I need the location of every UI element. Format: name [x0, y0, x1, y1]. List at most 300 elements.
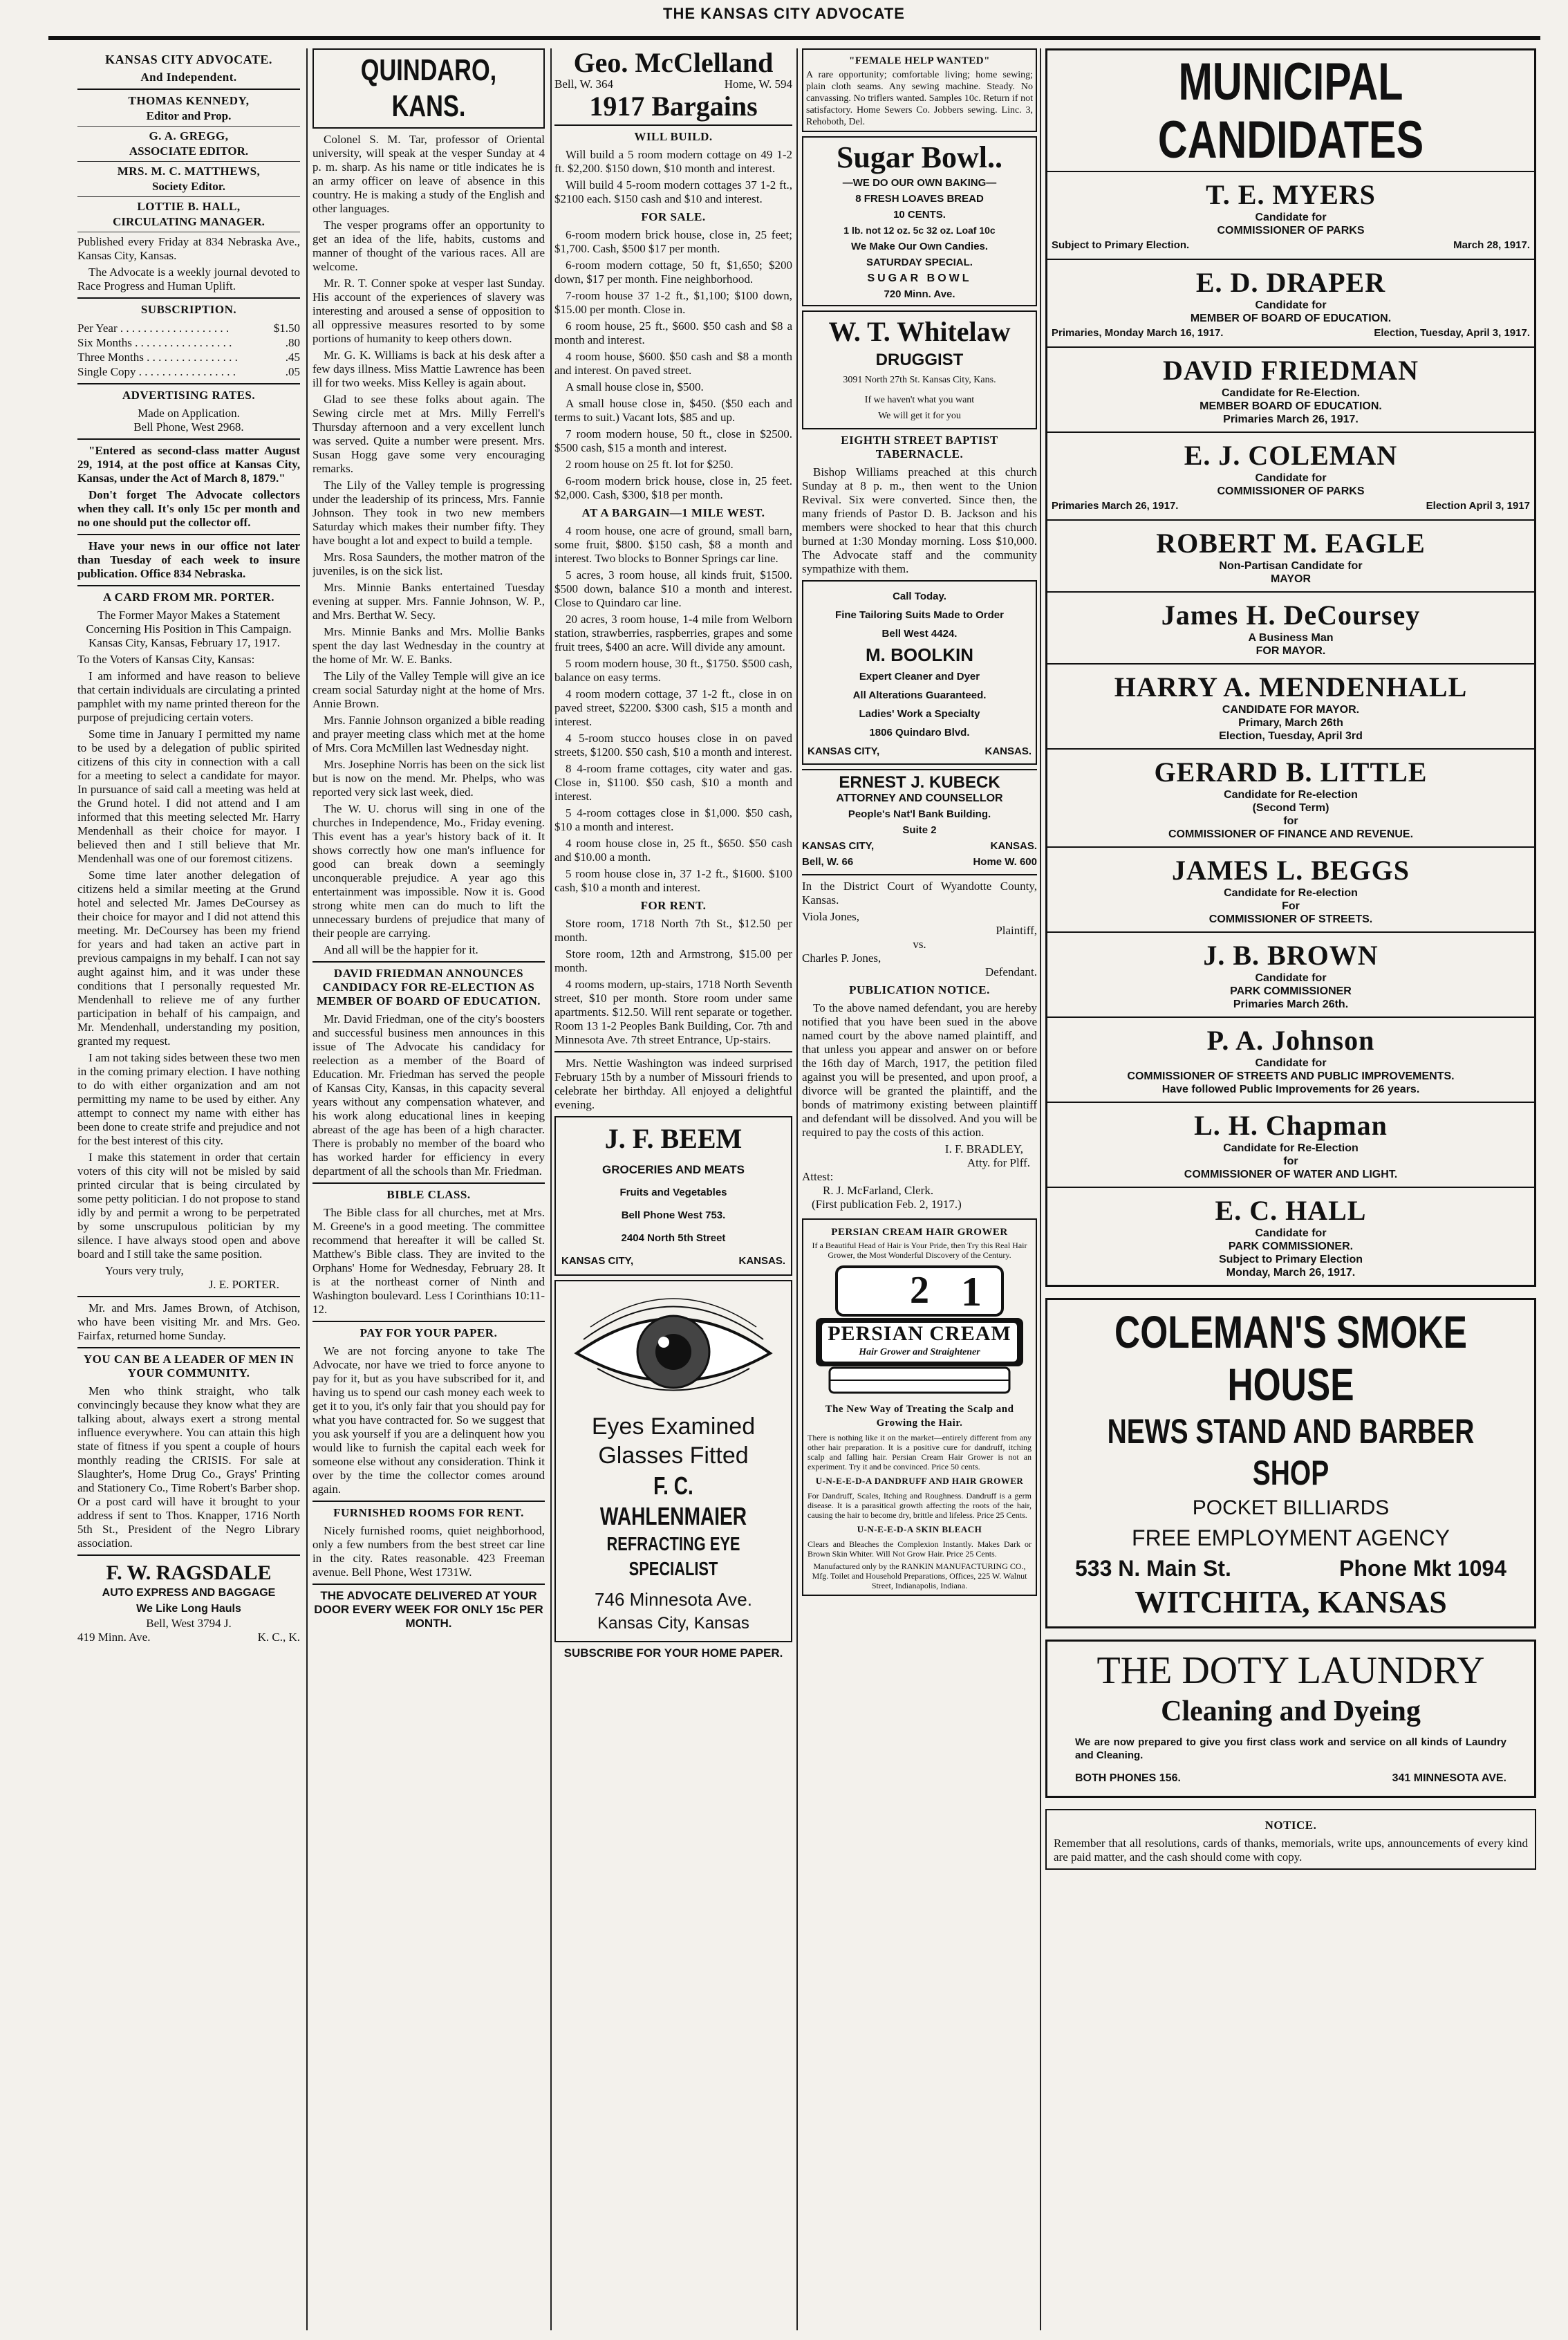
collector-note: Don't forget The Advocate collectors when they call. It's only 15c per month and no one should put the collector off. [77, 488, 300, 529]
candidate-line: Candidate for [1255, 472, 1327, 484]
smoke-address-row [1054, 1553, 1527, 1584]
listing-item: A small house close in, $500. [566, 380, 704, 393]
beem-city: KANSAS CITY, [561, 1255, 634, 1267]
persian-subheading: If a Beautiful Head of Hair is Your Pride, then Try this Real Hair Grower, the Most Wonderful Discovery of the Century. [812, 1241, 1027, 1260]
laundry-address: 341 MINNESOTA AVE. [1392, 1772, 1506, 1784]
candidate-name: P. A. Johnson [1206, 1025, 1375, 1056]
listing-item: 4 room house close in, 25 ft., $650. $50 cash and $10.00 a month. [554, 837, 792, 864]
whitelaw-line-1: DRUGGIST [875, 351, 964, 369]
court-clerk: R. J. McFarland, Clerk. [823, 1184, 934, 1197]
listing-item: 20 acres, 3 room house, 1-4 mile from Welborn station, strawberries, raspberries, grapes and some fruit trees, $400 an acre. Will divide any amount. [554, 613, 792, 653]
smoke-phone: Phone Mkt 1094 [1339, 1556, 1506, 1581]
candidate-date-left: Subject to Primary Election. [1052, 239, 1190, 251]
candidate-name: T. E. MYERS [1206, 179, 1376, 210]
candidate-line: PARK COMMISSIONER [1230, 985, 1352, 997]
candidate-line: Primaries March 26, 1917. [1223, 414, 1359, 425]
boolkin-city: KANSAS CITY, [808, 745, 880, 757]
candidate-line: Election, Tuesday, April 3rd [1219, 730, 1363, 742]
candidate-card [1047, 1188, 1534, 1285]
smoke-line-1: COLEMAN'S SMOKE HOUSE [1114, 1306, 1467, 1410]
news-paragraph: Colonel S. M. Tar, professor of Oriental university, will speak at the vesper Sunday at 4 p. m. sharp. As his name or title indicates he is an army officer on leave of absence in this country. He is making a study of the English and other languages. [312, 133, 545, 215]
subscription-label: Six Months . . . . . . . . . . . . . . . . . [77, 336, 232, 349]
card-paragraph: I am not taking sides between these two men in the coming primary election. I have nothing to do with either organization and am not permitting my name to be used by either. Any attempt to connect my name with either has been done to create strife and prejudice and not for the best interest of this city. [77, 1051, 300, 1147]
card-signature: J. E. PORTER. [208, 1278, 279, 1291]
leader-heading: YOU CAN BE A LEADER OF MEN IN YOUR COMMUNITY. [83, 1353, 295, 1380]
card-paragraph: I am informed and have reason to believe that certain individuals are circulating a printed pamphlet with my name printed thereon for the purpose of prejudicing certain voters. [77, 669, 300, 724]
laundry-line-1: THE DOTY LAUNDRY [1096, 1649, 1485, 1692]
sugar-line-6: SATURDAY SPECIAL. [866, 257, 973, 268]
laundry-phone: BOTH PHONES 156. [1075, 1772, 1181, 1784]
bargains-heading: 1917 Bargains [554, 91, 792, 126]
female-help-text: A rare opportunity; comfortable living; home sewing; plain cloth seams. Any sewing machine. Steady. No canvassing. No triflers wanted. Samples 10c. Return if not satisfactory. Home Sewers Co. Jobbers sewing. Linc. 3, Rehoboth, Del. [806, 70, 1033, 127]
court-attest: Attest: [802, 1170, 834, 1183]
laundry-line-3: We are now prepared to give you first class work and service on all kinds of Laundry and Cleaning. [1075, 1736, 1506, 1761]
listing-item: Will build a 5 room modern cottage on 49 1-2 ft. $2,200. $150 down, $10 month and interest. [554, 148, 792, 175]
persian-text: There is nothing like it on the market—entirely different from any other hair preparation. It is a positive cure for dandruff, itching scalp and falling hair. Persian Cream Hair Grower is not an experiment. Try it and be convinced. Price 50 cents. [808, 1433, 1032, 1471]
staff-role: Editor and Prop. [146, 109, 232, 122]
eyes-line-5: 746 Minnesota Ave. [595, 1589, 752, 1610]
candidate-line: MEMBER OF BOARD OF EDUCATION. [1190, 313, 1392, 324]
column-1 [77, 48, 300, 1644]
listing-item: Store room, 1718 North 7th St., $12.50 per month. [554, 917, 792, 944]
smoke-house-ad [1045, 1298, 1536, 1628]
candidate-line: Primary, March 26th [1238, 717, 1343, 729]
court-plaintiff: Viola Jones, [802, 910, 860, 923]
ragsdale-address-row [77, 1631, 300, 1644]
card-heading: A CARD FROM MR. PORTER. [103, 591, 274, 604]
masthead: THE KANSAS CITY ADVOCATE [663, 5, 905, 22]
persian-new-way: The New Way of Treating the Scalp and Growing the Hair. [825, 1404, 1014, 1429]
candidate-name: DAVID FRIEDMAN [1163, 355, 1419, 386]
candidate-line: MEMBER BOARD OF EDUCATION. [1200, 400, 1382, 412]
quindaro-heading-box [312, 48, 545, 129]
listing-item: 4 room modern cottage, 37 1-2 ft., close in on paved street, $2200. $300 cash, $15 a month and interest. [554, 687, 792, 728]
candidate-line: Monday, March 26, 1917. [1226, 1267, 1356, 1279]
court-vs: vs. [913, 938, 926, 951]
mcclelland-phones [554, 77, 792, 91]
beem-ad [554, 1116, 792, 1276]
advertising-phone: Bell Phone, West 2968. [133, 420, 244, 434]
eyes-line-6: Kansas City, Kansas [597, 1614, 749, 1633]
candidate-line: Subject to Primary Election [1218, 1254, 1363, 1265]
divider [77, 196, 300, 197]
ragsdale-address: 419 Minn. Ave. [77, 1631, 151, 1644]
boolkin-line-3: Bell West 4424. [881, 628, 958, 640]
candidate-name: HARRY A. MENDENHALL [1114, 671, 1468, 703]
column-5 [1045, 48, 1536, 1870]
eyes-line-1: Eyes Examined [591, 1413, 756, 1440]
candidate-card [1047, 1103, 1534, 1188]
quindaro-news [312, 133, 545, 957]
beem-state: KANSAS. [738, 1255, 785, 1267]
persian-logo-sub: Hair Grower and Straightener [859, 1347, 980, 1357]
news-paragraph: Mrs. Fannie Johnson organized a bible reading and prayer meeting class which met at the home of Mrs. Cora McMillen last Wednesday night. [312, 714, 545, 754]
kubeck-city: KANSAS CITY, [802, 840, 875, 852]
candidate-card [1047, 260, 1534, 348]
browns-item: Mr. and Mrs. James Brown, of Atchison, who have been visiting Mr. and Mrs. Geo. Fairfax, returned home Sunday. [77, 1301, 300, 1342]
listing-item: 6-room modern brick house, close in, 25 feet; $1,700. Cash, $500 $17 per month. [554, 228, 792, 255]
candidate-card [1047, 348, 1534, 433]
court-defendant-role: Defendant. [984, 965, 1037, 978]
candidate-line: Candidate for Re-Election. [1221, 387, 1361, 399]
quindaro-heading: QUINDARO, KANS. [360, 53, 497, 123]
card-salutation: To the Voters of Kansas City, Kansas: [77, 653, 255, 666]
candidate-line: COMMISSIONER OF FINANCE AND REVENUE. [1168, 828, 1414, 840]
candidate-name: J. B. BROWN [1203, 940, 1379, 971]
candidate-date-right: Election, Tuesday, April 3, 1917. [1374, 327, 1530, 339]
candidate-name: ROBERT M. EAGLE [1156, 528, 1426, 559]
subscribe-note: SUBSCRIBE FOR YOUR HOME PAPER. [563, 1646, 783, 1660]
listing-item: 4 room house, $600. $50 cash and $8 a month and interest. On paved street. [554, 350, 792, 377]
news-paragraph: The W. U. chorus will sing in one of the churches in Independence, Mo., Friday evening. This event has a year's history back of it. It shows correctly how one man's influence for good can break down a seemingly unconquerable prejudice. A year ago this entertainment was impossible. Now it is. Good strong white men can do much to lift the unnecessary burdens of prejudice that many of their people are carrying. [312, 802, 545, 940]
candidate-card [1047, 665, 1534, 750]
subscription-label: Single Copy . . . . . . . . . . . . . . . . . [77, 365, 236, 378]
listing-item: 6-room modern brick house, close in, 25 feet. $2,000. Cash, $300, $18 per month. [554, 474, 792, 501]
candidate-line: FOR MAYOR. [1256, 645, 1326, 657]
svg-text:2: 2 [910, 1269, 929, 1312]
news-paragraph: Mrs. Rosa Saunders, the mother matron of the juveniles, is on the sick list. [312, 550, 545, 577]
listing-item: 6 room house, 25 ft., $600. $50 cash and $8 a month and interest. [554, 319, 792, 346]
listing-item: Store room, 12th and Armstrong, $15.00 per month. [554, 947, 792, 974]
build-listings [554, 148, 792, 206]
boolkin-line-1: Call Today. [893, 591, 946, 602]
sugar-line-4: 1 lb. not 12 oz. 5c 32 oz. Loaf 10c [843, 225, 996, 236]
pay-text: We are not forcing anyone to take The Advocate, nor have we tried to force anyone to pay for it, but as you have subscribed for it, and having us to spend our cash money each week to get it to you, it's only fair that you should pay for what you have contracted for. So we suggest that you ask yourself if you are a delinquent how you would like to furnish the capital each week for someone else without any consideration. Think it over by the time the collector comes around again. [312, 1344, 545, 1496]
listing-item: 4 room house, one acre of ground, small barn, some fruit, $800. $150 cash, $8 a month and interest. Two blocks to Bonner Springs car line. [554, 524, 792, 565]
smoke-line-4: FREE EMPLOYMENT AGENCY [1132, 1525, 1450, 1550]
news-paragraph: Mrs. Minnie Banks entertained Tuesday evening at supper. Mrs. Fannie Johnson, W. P., and Mrs. Berthat W. Secy. [312, 581, 545, 622]
kubeck-name: ERNEST J. KUBECK [839, 773, 1000, 792]
subscription-table [77, 321, 300, 379]
candidate-line: PARK COMMISSIONER. [1228, 1241, 1354, 1252]
whitelaw-ad [802, 310, 1037, 429]
column-rule [796, 48, 798, 2330]
candidate-line: Non-Partisan Candidate for [1219, 560, 1363, 572]
persian-heading: PERSIAN CREAM HAIR GROWER [831, 1227, 1008, 1238]
subscription-price: .45 [285, 351, 300, 364]
candidate-line: Primaries March 26th. [1233, 999, 1349, 1010]
candidate-line: COMMISSIONER OF WATER AND LIGHT. [1184, 1169, 1398, 1180]
news-paragraph: Glad to see these folks about again. The Sewing circle met at Mrs. Milly Ferrell's Thursday afternoon and a very excellent lunch was served. Quite a number were present. Mrs. Susan Hogg gave some very encouraging remarks. [312, 393, 545, 475]
card-body [77, 669, 300, 1261]
ragsdale-city: K. C., K. [257, 1631, 300, 1644]
persian-cream-ad [802, 1218, 1037, 1596]
beem-line-4: 2404 North 5th Street [621, 1232, 726, 1244]
whitelaw-name: W. T. Whitelaw [828, 316, 1011, 347]
candidate-card [1047, 172, 1534, 260]
rooms-heading: FURNISHED ROOMS FOR RENT. [333, 1506, 524, 1519]
news-paragraph: Mr. G. K. Williams is back at his desk after a few days illness. Miss Mattie Lawrence has been ill for two weeks. Miss Kelley is again about. [312, 349, 545, 389]
leader-text: Men who think straight, who talk convincingly because they know what they are talking about, always exert a strong mental influence everywhere. You can attain this high state of fitness if you spent a couple of hours monthly reading the CRISIS. For sale at Slaughter's, Home Drug Co., Grays' Printing and Stationery Co., Time Robert's Barber shop. Or a post card will have it brought to your address if sent to Thos. Knapper, 1716 North 5th St., President of the Negro Library association. [77, 1384, 300, 1550]
beem-line-1: GROCERIES AND MEATS [602, 1163, 745, 1176]
entered-note: "Entered as second-class matter August 29, 1914, at the post office at Kansas City, Kansas, under the Act of March 8, 1879." [77, 444, 300, 485]
smoke-line-2: NEWS STAND AND BARBER SHOP [1107, 1412, 1475, 1492]
candidate-line: CANDIDATE FOR MAYOR. [1222, 704, 1360, 716]
beem-name: J. F. BEEM [604, 1123, 743, 1154]
card-paragraph: I make this statement in order that certain voters of this city will not be misled by said printed circular that is being circulated by some petty politician. I do not propose to stand idly by and permit a wrong to be perpetrated by some unscrupulous politician by my silence. I have always stood open and above board and I still take the same position. [77, 1151, 300, 1261]
rent-listings [554, 917, 792, 1047]
beem-line-3: Bell Phone West 753. [621, 1209, 726, 1221]
notice-box [1045, 1809, 1536, 1870]
candidate-line: COMMISSIONER OF PARKS [1217, 225, 1365, 236]
beem-line-2: Fruits and Vegetables [619, 1187, 727, 1198]
bargain-heading: AT A BARGAIN—1 MILE WEST. [581, 506, 765, 519]
candidate-card [1047, 933, 1534, 1018]
listing-item: 4 rooms modern, up-stairs, 1718 North Seventh street, $10 per month. Store room under same apartments. $12.50. Will rent separate or together. Room 13 1-2 Peoples Bank Building, Cor. 7th and Minnesota Ave. 7th street Entrance, Up-stairs. [554, 978, 792, 1046]
candidate-line: COMMISSIONER OF STREETS. [1208, 913, 1373, 925]
news-paragraph: Mrs. Minnie Banks and Mrs. Mollie Banks spent the day last Wednesday in the country at the home of Mr. W. E. Banks. [312, 625, 545, 666]
candidate-card [1047, 521, 1534, 593]
doty-laundry-ad [1045, 1640, 1536, 1798]
bargain-listings [554, 524, 792, 895]
eyes-ad [554, 1280, 792, 1642]
candidate-name: JAMES L. BEGGS [1171, 855, 1410, 886]
church-text: Bishop Williams preached at this church Sunday at 8 p. m., then went to the Union Revival. Six were converted. Since then, the many friends of Pastor D. B. Jackson and his members were shocked to hear that this church burned at 1:30 Monday morning. Loss $10,000. The Advocate staff and the community sympathize with them. [802, 465, 1037, 575]
candidate-name: E. C. HALL [1215, 1195, 1367, 1226]
court-text: To the above named defendant, you are hereby notified that you have been sued in the above named court by the above named plaintiff, and that unless you appear and answer on or before the 16th day of March, 1917, the petition filed against you will be presented, and upon proof, a divorce will be granted the plaintiff, and the bonds of matrimony existing between plaintiff and defendant will be dissolved. And you will be required to pay the costs of this action. [802, 1001, 1037, 1139]
notice-text: Remember that all resolutions, cards of thanks, memorials, write ups, announcements of every kind are paid matter, and the cash should come with copy. [1054, 1837, 1528, 1864]
masthead-rule [48, 36, 1540, 40]
listing-item: 6-room modern cottage, 50 ft, $1,650; $200 down, $17 per month. Fine neighborhood. [554, 259, 792, 286]
news-paragraph: Mr. R. T. Conner spoke at vesper last Sunday. His account of the experiences of slavery was interesting and aroused a sense of opposition to all oppressive measures resorted to by some portions of humanity to keep others down. [312, 277, 545, 345]
sugar-line-7: SUGAR BOWL [867, 272, 972, 284]
candidate-name: L. H. Chapman [1194, 1110, 1388, 1141]
published-note: Published every Friday at 834 Nebraska Ave., Kansas City, Kansas. [77, 235, 300, 262]
whitelaw-line-3: If we haven't what you want [864, 395, 975, 405]
boolkin-line-4: Expert Cleaner and Dyer [859, 671, 980, 682]
staff-name: LOTTIE B. HALL, [137, 200, 241, 213]
boolkin-ad [802, 580, 1037, 765]
listing-item: Will build 4 5-room modern cottages 37 1-2 ft., $2100 each. $150 cash and $10 and interest. [554, 178, 792, 205]
candidate-line: (Second Term) [1252, 802, 1329, 814]
candidate-dates [1047, 498, 1534, 514]
listing-item: 4 5-room stucco houses close in on paved streets, $1200. $50 cash, $10 a month and interest. [554, 732, 792, 759]
female-help-heading: "FEMALE HELP WANTED" [849, 55, 990, 66]
subscription-heading: SUBSCRIPTION. [140, 303, 237, 316]
court-sign-2: Atty. for Plff. [967, 1156, 1030, 1169]
court-publication: (First publication Feb. 2, 1917.) [812, 1198, 962, 1211]
persian-logo: PERSIAN CREAM [828, 1322, 1011, 1345]
divider [77, 126, 300, 127]
ragsdale-tagline: We Like Long Hauls [136, 1603, 241, 1615]
smoke-address: 533 N. Main St. [1075, 1556, 1231, 1581]
beem-city-row [561, 1253, 785, 1269]
sugar-line-3: 10 CENTS. [893, 209, 946, 221]
candidate-card [1047, 1018, 1534, 1103]
candidate-date-right: March 28, 1917. [1453, 239, 1530, 251]
advertising-heading: ADVERTISING RATES. [122, 389, 256, 402]
candidate-line: For [1282, 900, 1300, 912]
candidate-line: Candidate for [1255, 299, 1327, 311]
candidate-line: MAYOR [1270, 573, 1312, 585]
court-plaintiff-role: Plaintiff, [996, 924, 1037, 937]
staff-role: ASSOCIATE EDITOR. [129, 145, 249, 158]
listing-item: 7-room house 37 1-2 ft., $1,100; $100 down, $15.00 per month. Close in. [554, 289, 792, 316]
candidate-line: Candidate for [1255, 1057, 1327, 1069]
candidate-line: A Business Man [1248, 632, 1334, 644]
card-date: Kansas City, Kansas, February 17, 1917. [88, 636, 280, 649]
candidate-line: for [1283, 1155, 1298, 1167]
divider [77, 161, 300, 162]
kubeck-state: KANSAS. [990, 840, 1037, 852]
candidates-box [1045, 48, 1536, 1287]
listing-item: 5 acres, 3 room house, all kinds fruit, $1500. $500 down, balance $10 a month and interest. Close to Quindaro car line. [554, 568, 792, 609]
staff-name: MRS. M. C. MATTHEWS, [117, 165, 261, 178]
ragsdale-service: AUTO EXPRESS AND BAGGAGE [102, 1587, 276, 1599]
boolkin-state: KANSAS. [984, 745, 1032, 757]
for-rent-heading: FOR RENT. [640, 899, 707, 912]
candidate-line: Candidate for [1255, 1227, 1327, 1239]
friedman-heading: DAVID FRIEDMAN ANNOUNCES CANDIDACY FOR RE-ELECTION AS MEMBER OF BOARD OF EDUCATION. [316, 967, 541, 1008]
candidate-line: COMMISSIONER OF STREETS AND PUBLIC IMPROVEMENTS. [1127, 1070, 1455, 1082]
kubeck-bell: Bell, W. 66 [802, 856, 854, 868]
eyes-line-4: REFRACTING EYE SPECIALIST [606, 1533, 740, 1579]
kubeck-phone-row [802, 854, 1037, 870]
staff-list [77, 94, 300, 232]
mcclelland-name: Geo. McClelland [573, 48, 774, 78]
subscription-row [77, 350, 300, 364]
candidate-name: E. J. COLEMAN [1184, 440, 1398, 471]
persian-dandruff-text: For Dandruff, Scales, Itching and Roughness. Dandruff is a germ disease. It is a parasitical growth affecting the roots of the hair, causing the hair to become dry, brittle and lifeless. Price 25 Cents. [808, 1491, 1032, 1520]
card-subheading: The Former Mayor Makes a Statement Concerning His Position in This Campaign. [86, 609, 292, 635]
candidate-line: Have followed Public Improvements for 26 years. [1161, 1084, 1420, 1095]
listing-item: 5 room house close in, 37 1-2 ft., $1600. $100 cash, $10 a month and interest. [554, 867, 792, 894]
column-2 [312, 48, 545, 1631]
subscription-label: Per Year . . . . . . . . . . . . . . . . . . . [77, 322, 230, 335]
sugar-bowl-ad [802, 136, 1037, 306]
boolkin-city-row [808, 743, 1032, 759]
for-sale-heading: FOR SALE. [641, 210, 706, 223]
candidate-name: James H. DeCoursey [1161, 600, 1421, 631]
smoke-city: WITCHITA, KANSAS [1135, 1584, 1447, 1619]
eyes-line-3: F. C. WAHLENMAIER [599, 1471, 747, 1530]
candidate-line: Candidate for [1255, 972, 1327, 984]
female-help-ad [802, 48, 1037, 132]
candidate-name: GERARD B. LITTLE [1154, 756, 1428, 788]
candidate-dates [1047, 237, 1534, 253]
laundry-contact-row [1054, 1767, 1527, 1789]
mcclelland-bell: Bell, W. 364 [554, 77, 614, 91]
staff-role: Society Editor. [151, 180, 226, 193]
card-paragraph: Some time later another delegation of citizens held a similar meeting at the Grund hotel and selected Mr. James DeCoursey as their choice for mayor and I did not attend this meeting. Mr. DeCoursey has been my friend for years and had taken an active part in previous campaigns in my behalf. I can not say aught against him, and it was under these conditions that I personally requested Mr. Mendenhall to relieve me of any further participation in behalf of his campaign, and Mr. Mendenhall, understanding my position, granted my request. [77, 869, 300, 1048]
column-3 [554, 48, 792, 1660]
listing-item: 5 room modern house, 30 ft., $1750. $500 cash, balance on easy terms. [554, 657, 792, 684]
listing-item: 2 room house on 25 ft. lot for $250. [566, 458, 734, 471]
paper-tagline: And Independent. [140, 71, 237, 84]
paper-name: KANSAS CITY ADVOCATE. [105, 53, 272, 66]
sugar-bowl-name: Sugar Bowl.. [836, 140, 1003, 174]
column-rule [306, 48, 308, 2330]
sugar-line-8: 720 Minn. Ave. [884, 288, 955, 300]
devoted-note: The Advocate is a weekly journal devoted to Race Progress and Human Uplift. [77, 266, 300, 292]
bible-heading: BIBLE CLASS. [386, 1188, 471, 1201]
subscription-label: Three Months . . . . . . . . . . . . . . . . [77, 351, 238, 364]
smoke-line-3: POCKET BILLIARDS [1192, 1496, 1390, 1519]
card-paragraph: Some time in January I permitted my name to be used by a delegation of public spirited citizens of this city in connection with a call for a meeting to select a candidate for mayor. In pursuance of said call a meeting was held at the Grund hotel. I did not attend and I am informed that this meeting selected Mr. Harry Mendenhall as their choice for mayor. I believed then and I still believe that Mr. Mendenhall was one of our foremost citizens. [77, 727, 300, 865]
staff-role: CIRCULATING MANAGER. [113, 215, 265, 228]
eye-icon [570, 1291, 777, 1409]
candidate-card [1047, 593, 1534, 665]
listing-item: 8 4-room frame cottages, city water and gas. Close in, $1100. $50 cash, $10 a month and interest. [554, 762, 792, 803]
kubeck-home: Home W. 600 [973, 856, 1037, 868]
subscription-row [77, 321, 300, 335]
kubeck-line-1: ATTORNEY AND COUNSELLOR [836, 792, 1003, 804]
news-deadline-note: Have your news in our office not later than Tuesday of each week to insure publication. Office 834 Nebraska. [77, 539, 300, 580]
candidate-date-right: Election April 3, 1917 [1426, 500, 1530, 512]
staff-name: G. A. GREGG, [149, 129, 229, 142]
column-4 [802, 48, 1037, 1600]
candidates-heading-wrap [1047, 50, 1534, 172]
candidates-heading: MUNICIPAL CANDIDATES [1157, 53, 1424, 169]
notice-heading: NOTICE. [1264, 1819, 1317, 1832]
candidate-line: Candidate for Re-election [1224, 789, 1358, 801]
column-rule [1040, 48, 1041, 2330]
news-paragraph: Mrs. Josephine Norris has been on the sick list but is now on the mend. Mr. Phelps, who was reported very sick last week, died. [312, 758, 545, 799]
court-heading: PUBLICATION NOTICE. [849, 983, 990, 996]
subscription-price: $1.50 [273, 322, 300, 335]
boolkin-line-5: All Alterations Guaranteed. [852, 689, 987, 701]
staff-name: THOMAS KENNEDY, [128, 94, 250, 107]
news-paragraph: The Lily of the Valley Temple will give an ice cream social Saturday night at the home of Mrs. Annie Brown. [312, 669, 545, 710]
listing-item: A small house close in, $450. ($50 each and terms to suit.) Vacant lots, $85 and up. [554, 397, 792, 424]
bible-text: The Bible class for all churches, met at Mrs. M. Greene's in a good meeting. The committee recommend that hereafter it will be called St. Matthew's Bible class. They are invited to the Orphans' Home for Wednesday, February 28. It is at the northeast corner of Ninth and Washington boulevard. Less I Corinthians 10:11-12. [312, 1206, 545, 1316]
boolkin-line-7: 1806 Quindaro Blvd. [869, 727, 970, 739]
persian-dandruff-heading: U-N-E-E-D-A DANDRUFF AND HAIR GROWER [815, 1476, 1024, 1486]
candidate-date-left: Primaries March 26, 1917. [1052, 500, 1179, 512]
candidate-line: COMMISSIONER OF PARKS [1217, 485, 1365, 497]
subscription-row [77, 364, 300, 379]
candidate-line: Candidate for Re-election [1224, 887, 1358, 899]
laundry-line-2: Cleaning and Dyeing [1161, 1696, 1421, 1727]
kubeck-line-2: People's Nat'l Bank Building. [848, 808, 991, 820]
court-defendant: Charles P. Jones, [802, 951, 881, 965]
whitelaw-line-4: We will get it for you [878, 411, 961, 421]
subscription-price: .80 [285, 336, 300, 349]
boolkin-name: M. BOOLKIN [866, 644, 973, 665]
listing-item: 5 4-room cottages close in $1,000. $50 cash, $10 a month and interest. [554, 806, 792, 833]
boolkin-line-2: Fine Tailoring Suits Made to Order [835, 609, 1004, 621]
candidate-list [1047, 172, 1534, 1285]
rooms-text: Nicely furnished rooms, quiet neighborhood, only a few numbers from the best street car line in the city. Rates reasonable. 423 Freeman avenue. Bell Phone, West 1731W. [312, 1524, 545, 1579]
delivery-note: THE ADVOCATE DELIVERED AT YOUR DOOR EVERY WEEK FOR ONLY 15c PER MONTH. [314, 1589, 543, 1630]
court-sign-1: I. F. BRADLEY, [944, 1142, 1023, 1155]
mcclelland-home: Home, W. 594 [724, 77, 792, 91]
news-paragraph: And all will be the happier for it. [324, 943, 478, 956]
sugar-line-2: 8 FRESH LOAVES BREAD [855, 193, 984, 205]
sugar-line-5: We Make Our Own Candies. [850, 241, 989, 252]
pay-heading: PAY FOR YOUR PAPER. [360, 1326, 498, 1339]
court-title: In the District Court of Wyandotte County, Kansas. [802, 880, 1037, 907]
subscription-price: .05 [285, 365, 300, 378]
whitelaw-line-2: 3091 North 27th St. Kansas City, Kans. [843, 375, 996, 385]
candidate-name: E. D. DRAPER [1195, 267, 1386, 298]
news-paragraph: The vesper programs offer an opportunity to get an idea of the life, habits, customs and manner of thought of the various races. All are welcome. [312, 219, 545, 273]
candidate-date-left: Primaries, Monday March 16, 1917. [1052, 327, 1224, 339]
candidate-dates [1047, 325, 1534, 341]
friedman-text: Mr. David Friedman, one of the city's boosters and successful business men announces in this issue of The Advocate his candidacy for reelection as a member of the Board of Education. Mr. Friedman has served the people of Kansas City, Kansas, in this capacity several years without any compensation whatever, and his work along educational lines in keeping abreast of the age has been of a high character. There is probably no member of the board who has worked harder for efficiency in every department of all the schools than Mr. Friedman. [312, 1012, 545, 1178]
sale-listings [554, 228, 792, 502]
card-close: Yours very truly, [105, 1264, 184, 1277]
candidate-line: for [1283, 815, 1298, 827]
persian-manufacturer: Manufactured only by the RANKIN MANUFACTURING CO., Mfg. Toilet and Household Preparations, Offices, 225 W. Walnut Street, Indianapolis, Indiana. [812, 1561, 1027, 1590]
nettie-item: Mrs. Nettie Washington was indeed surprised February 15th by a number of Missouri friends to celebrate her birthday. All enjoyed a delightful evening. [554, 1057, 792, 1111]
persian-skin-heading: U-N-E-E-D-A SKIN BLEACH [857, 1524, 982, 1534]
candidate-card [1047, 750, 1534, 848]
candidate-card [1047, 848, 1534, 933]
listing-item: 7 room modern house, 50 ft., close in $2500. $500 cash, $15 a month and interest. [554, 427, 792, 454]
svg-text:1: 1 [961, 1269, 982, 1315]
persian-skin-text: Clears and Bleaches the Complexion Instantly. Makes Dark or Brown Skin Whiter. Will Not Grow Hair. Price 25 Cents. [808, 1539, 1032, 1559]
